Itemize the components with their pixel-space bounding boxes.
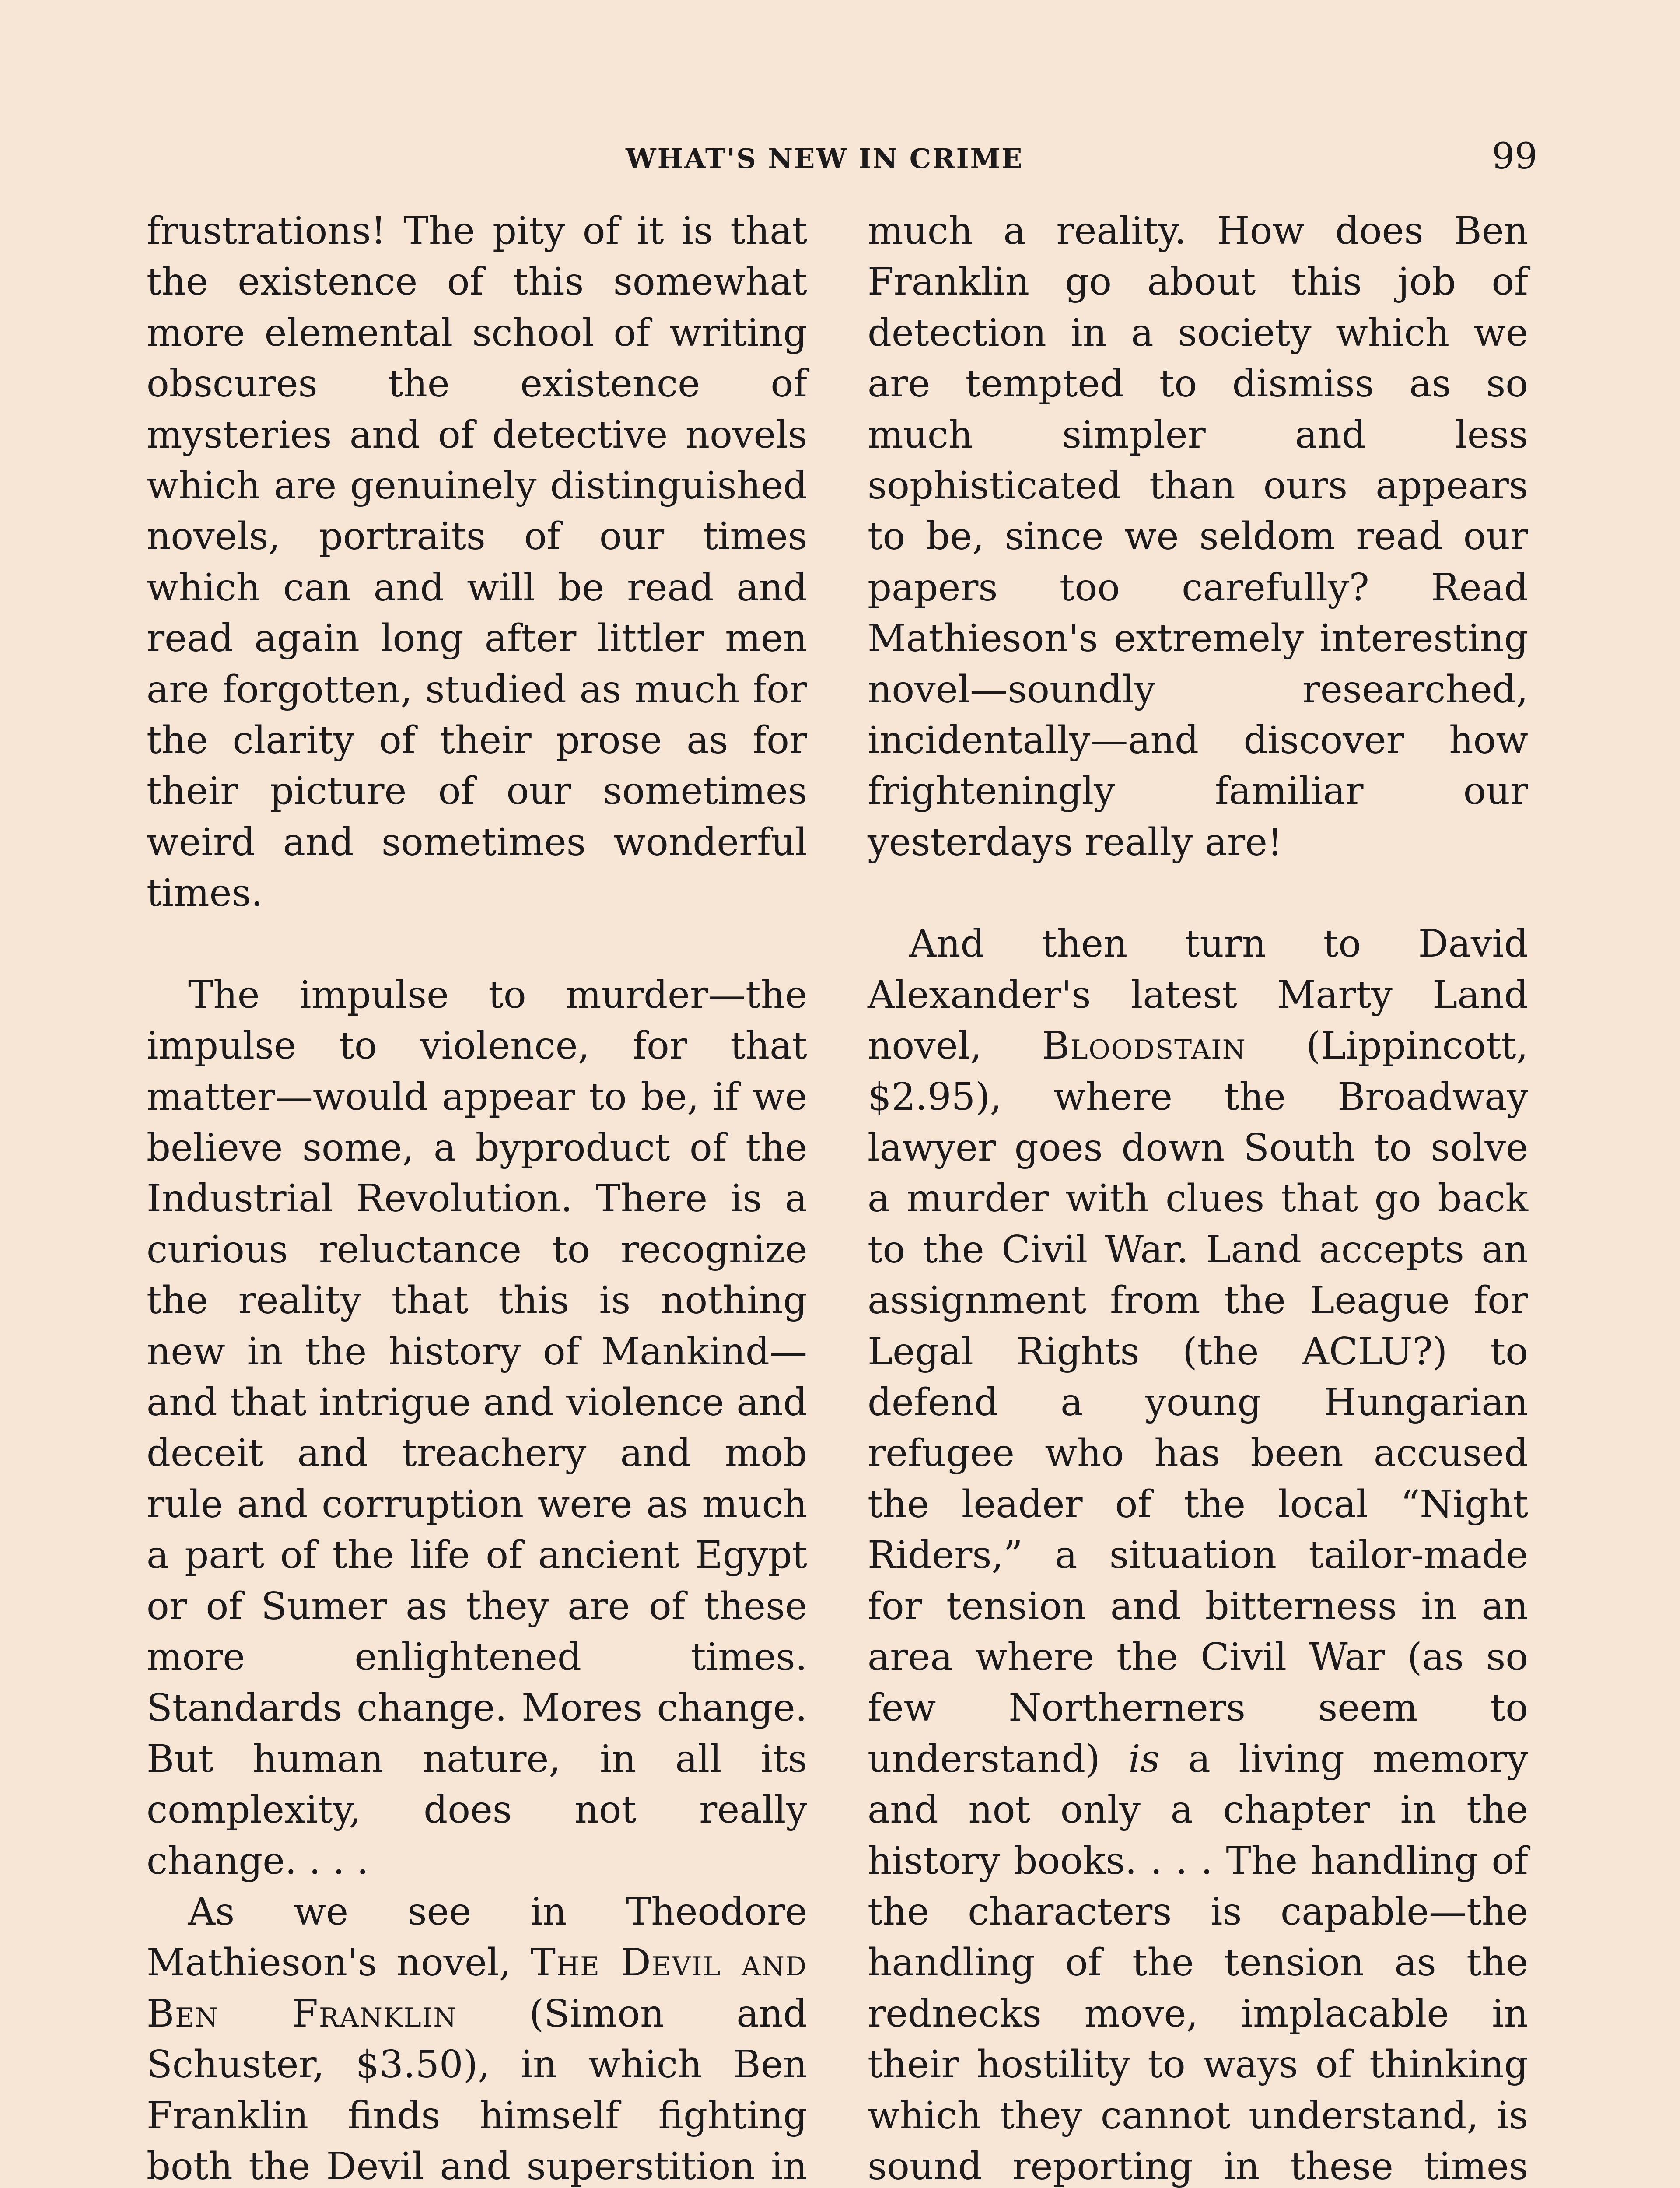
paragraph-impulse-to-murder: The impulse to murder—the impulse to violence, for that matter—would appear to be, if we believe some, a byproduct of the Industrial Revolution. There is a curious reluctance to recognize the reality that this is nothing new in the history of Mankind—and that intrigue and violence and deceit and treachery and mob rule and corruption were as much a part of the life of ancient Egypt or of Sumer as they are of these more enlightened times. Standards change. Mores change. But human nature, in all its complexity, does not really change. . . .: [147, 973, 807, 1883]
bloodstain-text: (Lippincott, $2.95), where the Broadway lawyer goes down South to solve a murder with clues that go back to the Civil War. Land accepts an assignment from the League for Legal Rights (the ACLU?) to defend a young Hungarian refugee who has been accused the leader of the local “Night Riders,” a situation tailor-made for tension and bitterness in an area where the Civil War (as so few Northerners seem to understand): [868, 1024, 1528, 1781]
paragraph-mathieson: [147, 1886, 807, 2188]
paragraph-frustrations: frustrations! The pity of it is that the existence of this somewhat more elemental school of writing obscures the existence of mysteries and of detective novels which are genuinely distinguished novels, portraits of our times which can and will be read and read again long after littler men are forgotten, studied as much for the clarity of their prose as for their picture of our sometimes weird and sometimes wonderful times.: [147, 209, 807, 915]
page-header: [0, 136, 1680, 188]
bloodstain-conclusion: a living memory and not only a chapter in the history books. . . . The handling of the characters is capable—the handling of the tension as the rednecks move, implacable in their hostility to ways of thinking which they cannot understand, is sound reporting in these times: [868, 1737, 1528, 2188]
right-column: [868, 206, 1528, 2188]
book-title-bloodstain: Bloodstain: [1042, 1024, 1246, 1068]
emphasis-is: is: [1128, 1737, 1160, 1781]
mathieson-text: (Simon and Schuster, $3.50), in which Ben Franklin finds himself fighting both the Devil and superstition in: [147, 1992, 807, 2188]
book-title-devil-and-ben-franklin: The Devil and Ben Franklin: [147, 1941, 807, 2036]
running-head: WHAT'S NEW IN CRIME: [626, 143, 1024, 175]
paragraph-bloodstain: [868, 919, 1528, 2188]
paragraph-ben-franklin: much a reality. How does Ben Franklin go about this job of detection in a society which we are tempted to dismiss as so much simpler and less sophisticated than ours appears to be, since we seldom read our papers too carefully? Read Mathieson's extremely interesting novel—soundly researched, incidentally—and discover how frighteningly familiar our yesterdays really are!: [868, 209, 1528, 864]
left-column: [147, 206, 807, 2188]
mathieson-intro: As we see in Theodore Mathieson's novel,: [147, 1890, 807, 1985]
bloodstain-intro: And then turn to David Alexander's latest Marty Land novel,: [868, 922, 1528, 1068]
page-number: 99: [1492, 136, 1538, 177]
